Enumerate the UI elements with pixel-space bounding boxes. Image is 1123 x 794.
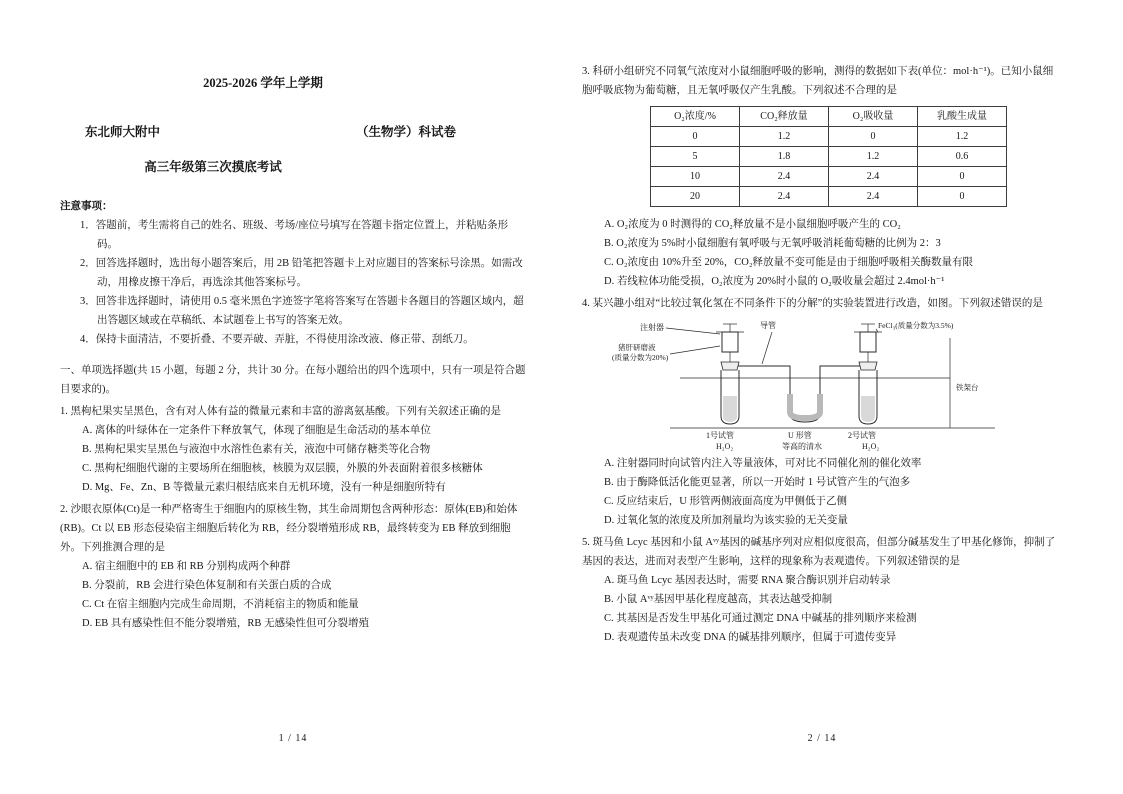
table-header-o2-uptake: O₂吸收量 (829, 107, 918, 127)
table-row (651, 127, 1007, 147)
tube1-liquid (723, 396, 737, 422)
table-cell: 0 (829, 127, 918, 147)
term-title: 2025-2026 学年上学期 (203, 76, 323, 90)
tube1-stopper (721, 362, 739, 370)
h2o2-left-label: H₂O₂ (716, 442, 734, 451)
question-1-option-c: C. 黑枸杞细胞代谢的主要场所在细胞核，核膜为双层膜，外膜的外表面附着很多核糖体 (82, 463, 483, 474)
water-label: 等高的清水 (782, 442, 822, 451)
tube-label: 导管 (760, 321, 776, 330)
table-cell: 1.2 (829, 147, 918, 167)
connecting-tube (737, 366, 861, 422)
question-2-option-a: A. 宿主细胞中的 EB 和 RB 分别构成两个种群 (82, 561, 291, 572)
question-4-option-d: D. 过氧化氢的浓度及所加剂量均为该实验的无关变量 (604, 515, 848, 526)
table-row (651, 167, 1007, 187)
question-3-option-d: D. 若线粒体功能受损，O₂浓度为 20%时小鼠的 O₂吸收量会超过 2.4mol·h⁻¹ (604, 276, 945, 287)
question-3-option-c: C. O₂浓度由 10%升至 20%，CO₂释放量不变可能是由于细胞呼吸相关酶数量有限 (604, 257, 973, 268)
page-number-1: 1 / 14 (278, 733, 308, 744)
exam-title: 高三年级第三次摸底考试 (144, 160, 282, 174)
question-4-option-a: A. 注射器同时向试管内注入等量液体，可对比不同催化剂的催化效率 (604, 458, 922, 469)
question-2-option-c: C. Ct 在宿主细胞内完成生命周期，不消耗宿主的物质和能量 (82, 599, 359, 610)
apparatus-diagram (610, 316, 1062, 452)
table-row (651, 187, 1007, 207)
u-tube-water (790, 394, 820, 418)
table-cell: 20 (651, 187, 740, 207)
liver-label-line1: 猪肝研磨液 (618, 343, 656, 352)
question-4-option-b: B. 由于酶降低活化能更显著，所以一开始时 1 号试管产生的气泡多 (604, 477, 911, 488)
question-4-option-c: C. 反应结束后，U 形管两侧液面高度为甲侧低于乙侧 (604, 496, 847, 507)
table-cell: 2.4 (829, 167, 918, 187)
question-1-stem: 1. 黑枸杞果实呈黑色，含有对人体有益的微量元素和丰富的游离氨基酸。下列有关叙述正确的是 (60, 406, 501, 417)
tube2-stopper (859, 362, 877, 370)
exam-page-2 (582, 0, 1062, 794)
syringe-right-barrel (860, 332, 876, 352)
school-subject-row (60, 123, 526, 142)
question-3-stem: 3. 科研小组研究不同氧气浓度对小鼠细胞呼吸的影响，测得的数据如下表(单位：mol·h⁻¹)。已知小鼠细胞呼吸底物为葡萄糖，且无氧呼吸仅产生乳酸。下列叙述不合理的是 (582, 66, 1054, 96)
table-cell: 5 (651, 147, 740, 167)
liver-label-line2: (质量分数为20%) (612, 353, 669, 362)
syringe-label-leader (666, 328, 720, 334)
table-header-co2-release: CO₂释放量 (740, 107, 829, 127)
tube1-label: 1号试管 (706, 431, 734, 440)
question-5-option-d: D. 表观遗传虽未改变 DNA 的碱基排列顺序，但属于可遗传变异 (604, 632, 897, 643)
question-5-option-a: A. 斑马鱼 Lcyc 基因表达时，需要 RNA 聚合酶识别并启动转录 (604, 575, 891, 586)
fecl3-label: FeCl₃(质量分数为3.5%) (878, 321, 954, 330)
table-cell: 0 (918, 167, 1007, 187)
tube-label-leader (762, 332, 772, 364)
h2o2-right-label: H₂O₂ (862, 442, 880, 451)
question-1-option-b: B. 黑枸杞果实呈黑色与液泡中水溶性色素有关，液泡中可储存糖类等化合物 (82, 444, 431, 455)
question-5-option-b: B. 小鼠 Aᵛʸ基因甲基化程度越高，其表达越受抑制 (604, 594, 833, 605)
question-2-option-b: B. 分裂前，RB 会进行染色体复制和有关蛋白质的合成 (82, 580, 332, 591)
table-cell: 1.2 (918, 127, 1007, 147)
table-cell: 0.6 (918, 147, 1007, 167)
table-header-o2-concentration: O₂浓度/% (651, 107, 740, 127)
table-cell: 2.4 (740, 167, 829, 187)
table-header-row (651, 107, 1007, 127)
question-2-option-d: D. EB 具有感染性但不能分裂增殖，RB 无感染性但可分裂增殖 (82, 618, 370, 629)
section-heading: 一、单项选择题(共 15 小题，每题 2 分，共计 30 分。在每小题给出的四个选项中，只有一项是符合题目要求的)。 (60, 365, 526, 395)
u-tube-label: U 形管 (788, 431, 812, 440)
syringe-label: 注射器 (640, 323, 664, 332)
school-name: 东北师大附中 (85, 125, 161, 139)
table-cell: 1.2 (740, 127, 829, 147)
subject-name: （生物学）科试卷 (355, 125, 456, 139)
table-row (651, 147, 1007, 167)
question-1-option-d: D. Mg、Fe、Zn、B 等微量元素归根结底来自无机环境，没有一种是细胞所特有 (82, 482, 446, 493)
table-cell: 0 (651, 127, 740, 147)
question-3-option-a: A. O₂浓度为 0 时测得的 CO₂释放量不是小鼠细胞呼吸产生的 CO₂ (604, 219, 901, 230)
syringe-left-barrel (722, 332, 738, 352)
question-2-stem: 2. 沙眼衣原体(Ct)是一种严格寄生于细胞内的原核生物，其生命周期包含两种形态：原体(EB)和始体(RB)。Ct 以 EB 形态侵染宿主细胞后转化为 RB，经分裂增殖形成 RB，最终转变为 EB 释放到细胞外。下列推测合理的是 (60, 504, 518, 553)
apparatus-drawing (610, 316, 1000, 452)
tube2-liquid (861, 396, 875, 422)
notice-item-1: 1．答题前，考生需将自己的姓名、班级、考场/座位号填写在答题卡指定位置上，并粘贴条形码。 (80, 220, 509, 250)
table-cell: 0 (918, 187, 1007, 207)
notice-item-3: 3．回答非选择题时，请使用 0.5 毫米黑色字迹签字笔将答案写在答题卡各题目的答题区域内，超出答题区域或在草稿纸、本试题卷上书写的答案无效。 (80, 296, 524, 326)
table-cell: 10 (651, 167, 740, 187)
question-3-option-b: B. O₂浓度为 5%时小鼠细胞有氧呼吸与无氧呼吸消耗葡萄糖的比例为 2：3 (604, 238, 941, 249)
question-1-option-a: A. 离体的叶绿体在一定条件下释放氧气，体现了细胞是生命活动的基本单位 (82, 425, 431, 436)
table-cell: 1.8 (740, 147, 829, 167)
table-cell: 2.4 (829, 187, 918, 207)
notice-item-2: 2．回答选择题时，选出每小题答案后，用 2B 铅笔把答题卡上对应题目的答案标号涂黑。如需改动，用橡皮擦干净后，再选涂其他答案标号。 (80, 258, 523, 288)
question-5-option-c: C. 其基因是否发生甲基化可通过测定 DNA 中碱基的排列顺序来检测 (604, 613, 917, 624)
table-cell: 2.4 (740, 187, 829, 207)
notice-item-4: 4．保持卡面清洁，不要折叠、不要弄破、弄脏，不得使用涂改液、修正带、刮纸刀。 (80, 334, 474, 345)
notice-heading: 注意事项： (60, 201, 113, 212)
question-4-stem: 4. 某兴趣小组对“比较过氧化氢在不同条件下的分解”的实验装置进行改造，如图。下列叙述错误的是 (582, 298, 1043, 309)
tube2-label: 2号试管 (848, 431, 876, 440)
liver-label-leader (670, 346, 720, 354)
table-header-lactate: 乳酸生成量 (918, 107, 1007, 127)
question-5-stem: 5. 斑马鱼 Lcyc 基因和小鼠 Aᵛʸ基因的碱基序列对应相似度很高，但部分碱基发生了甲基化修饰，抑制了基因的表达，进而对表型产生影响，这样的现象称为表观遗传。下列叙述错误的是 (582, 537, 1056, 567)
stand-label: 铁架台 (956, 383, 979, 392)
q3-data-table (650, 106, 1007, 207)
page-number-2: 2 / 14 (807, 733, 837, 744)
exam-page-1 (60, 0, 526, 794)
